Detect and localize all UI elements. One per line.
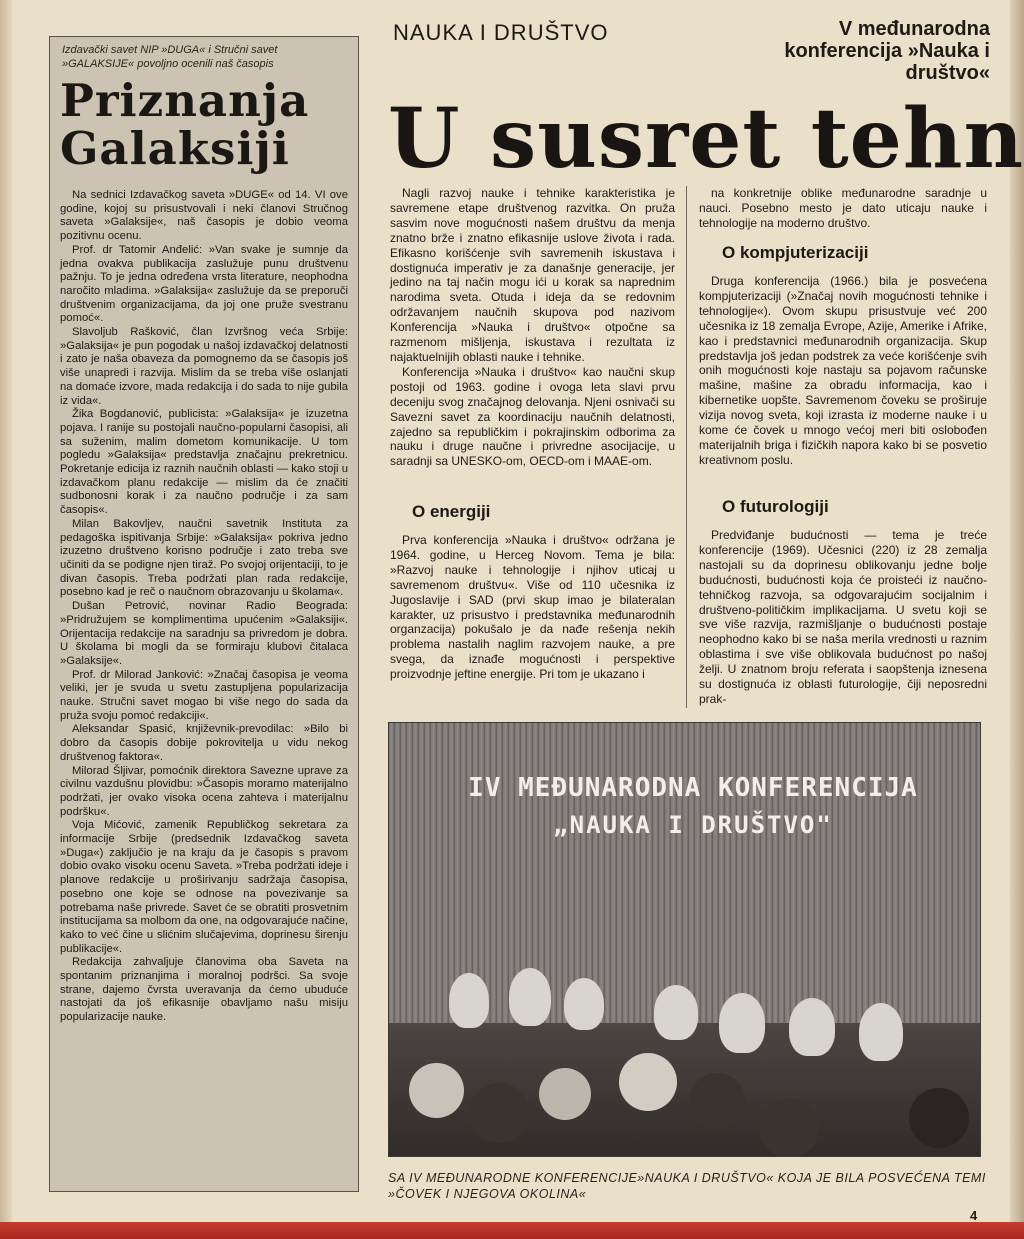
section-label: NAUKA I DRUŠTVO (393, 20, 609, 45)
article-paragraph: Prva konferencija »Nauka i društvo« održana je 1964. godine, u Herceg Novom. Tema je bila: »Razvoj nauke i tehnologije i njihov uticaj u savremenom društvu«. Više od 110 učesnika iz Jugoslavije i SAD (prvi skup imao je bilateralan karakter, uz prisustvo i predstavnika međunarodnih organzacija) pokušalo je da nađe rešenja nekih problema nastalih naglim razvojem nauke, a pre svega, da iznađe mogućnosti i perspektive proizvodnje jeftine energije. Pri tom je ukazano i (390, 533, 675, 682)
photo-person (564, 978, 604, 1030)
sidebar-body (60, 189, 348, 1025)
subheading-energy: O energiji (412, 502, 491, 521)
photo-person (859, 1003, 903, 1061)
photo-person (449, 973, 489, 1028)
article-column-1b (390, 533, 675, 682)
subheading-futurology: O futurologiji (722, 497, 829, 516)
conference-photo (388, 722, 981, 1157)
photo-audience-head (409, 1063, 464, 1118)
photo-banner-line-2: „NAUKA I DRUŠTVO" (553, 811, 833, 839)
photo-audience-head (759, 1098, 819, 1157)
sidebar-paragraph: Aleksandar Spasić, književnik-prevodilac: »Bilo bi dobro da časopis dobije pokroviteljа u vidu nekog društvenog faktora«. (60, 723, 348, 763)
photo-person (654, 985, 698, 1040)
page-number: 4 (970, 1208, 978, 1223)
sidebar-paragraph: Na sednici Izdavačkog saveta »DUGE« od 14. VI ove godine, kojoj su prisustvovali i neki članovi Stručnog saveta »Galaksije«, naš časopis je dobio veoma pozitivnu ocenu. (60, 189, 348, 243)
article-paragraph: Druga konferencija (1966.) bila je posvećena kompjuterizaciji (»Značaj novih mogućnosti tehnike i tehnologije«). Ovom skupu prisustvuje već 200 učesnika iz 18 zemalja Evrope, Azije, Amerike i Afrike, kao i predstavnici međunarodnih organizacija. Skup predstavlja još jedan podstrek za veće korišćenje svih onih mogućnosti koje nastaju sa pojavom računske mašine, mašine za obradu informacija, kao i kibernetike uopšte. Savremenom čoveku se proširuje vizija novog sveta, koji izrasta iz moderne nauke i u kome će čovek u mnogo većoj meri biti oslobođen materijalnih briga i fizičkih napora kako bi se posvetio kreativnom poslu. (699, 274, 987, 467)
article-column-2b (699, 274, 987, 468)
sidebar-paragraph: Redakcija zahvaljuje članovima oba Saveta na spontanim priznanjima i moralnoj podršci. Sa svoje strane, dajemo čvrsta uveravanja da ćemo ubuduće nastojati da još efikasnije obavljamo našu misiju popularizacije nauke. (60, 956, 348, 1024)
photo-audience-head (469, 1083, 529, 1143)
sidebar-paragraph: Slavoljub Rašković, član Izvršnog veća Srbije: »Galaksija« je pun pogodak u našoj izdavačkoj delatnosti i zato je naša obaveza da pomognemo da se časopis još više unapredi i razvija. Mislim da se treba više oslanjati na domaće izvore, mada redakcija i do sada to nije gubila iz vida«. (60, 326, 348, 407)
article-paragraph: Predviđanje budućnosti — tema je treće konferencije (1969). Učesnici (220) iz 28 zemalja nastojali su da doprinesu oblikovanju jedne bolje budućnosti, budućnosti koja će proisteći iz naučno-tehničkog razvoja, sa odgovarajućim socijalnim i društveno-političkim implikacijama. U svetu koji se sve više razvija, razmišljanje o budućnosti postaje neophodno kako bi se naša merila vrednosti u raznim oblastima i sve više oblikovala budućnost po našoj želji. U znatnom broju referata i saopštenja iznesena su dostignuća iz oblasti futurologije, čiji neposredni prak- (699, 528, 987, 706)
article-paragraph: na konkretnije oblike međunarodne saradnje u nauci. Posebno mesto je dato uticaju nauke i tehnologije na moderno društvo. (699, 186, 987, 230)
sidebar-paragraph: Milan Bakovljev, naučni savetnik Instituta za pedagoška ispitivanja Srbije: »Galaksija« pokriva jedno izuzetno društveno korisno područje i zato treba sve učiniti da se podigne njen tiraž. Po svojoj orijentaciji, to je divan časopis. Treba podržati plan rada redakcije, posebno kad je reč o naučnom obrazovanju u školama«. (60, 517, 348, 599)
page-edge-right (1010, 0, 1024, 1239)
photo-caption: SA IV MEĐUNARODNE KONFERENCIJE»NAUKA I DRUŠTVO« KOJA JE BILA POSVEĆENA TEMI »ČOVEK I NJEGOVA OKOLINA« (388, 1171, 986, 1201)
sidebar-article-box (49, 36, 359, 1192)
column-rule (686, 186, 687, 708)
article-kicker: V međunarodna konferencija »Nauka i društvo« (784, 18, 990, 84)
article-column-1a (390, 186, 675, 469)
photo-audience-head (689, 1073, 745, 1129)
article-column-2c (699, 528, 987, 707)
article-column-2a (699, 186, 987, 231)
article-headline: U susret tehn (388, 98, 1024, 178)
photo-person (509, 968, 551, 1026)
photo-audience-head (539, 1068, 591, 1120)
sidebar-paragraph: Prof. dr Milorad Janković: »Značaj časopisa je veoma veliki, jer je svuda u svetu zastupljena popularizacija nauke. Stručni savet mogao bi više nego do sada da pruža svoju pomoć redakciji«. (60, 668, 348, 722)
sidebar-intro: Izdavački savet NIP »DUGA« i Stručni savet »GALAKSIJE« povoljno ocenili naš časopis (62, 44, 278, 70)
photo-person (789, 998, 835, 1056)
sidebar-paragraph: Prof. dr Tatomir Anđelić: »Van svake je sumnje da jedna ovakva publikacija zaslužuje punu društvenu pažnju. To je jedna određena vrsta literature, neophodna naročito mladima. »Galaksija« zaslužuje da se preporuči društvenim organizacijama, da joj one pruže svestranu pomoć«. (60, 243, 348, 325)
photo-banner-line-1: IV MEĐUNARODNA KONFERENCIJA (468, 773, 918, 803)
sidebar-paragraph: Žika Bogdanović, publicista: »Galaksija« je izuzetna pojava. I ranije su postojali naučno-popularni časopisi, ali sa suženim, malim dometom komunikacije. U tom pogledu »Galaksija« predstavlja značajnu prekretnicu. Pokretanje edicija iz raznih naučnih oblasti — kako stoji u izdavačkom planu redakcije — mislim da će značiti sudbonosni korak i za naučno područje i za sam časopis«. (60, 408, 348, 517)
sidebar-title: Priznanja Galaksiji (60, 74, 310, 175)
sidebar-paragraph: Voja Mićović, zamenik Republičkog sekretara za informacije Srbije (predsednik Izdavačkog saveta »Duga«) zaključio je na kraju da je časopis s pravom dobio ovako visoku ocenu Saveta. »Treba podržati ideje i planove redakcije u proširivanju sadržaja časopisa, posebno one koje se odnose na povezivanje sa potrebama naše privrede. Savet će se obratiti prosvetnim institucijama sa molbom da one, na odgovarajuće načine, kako to već čine u slićnim slučajevima, doprinesu širenju publikacije«. (60, 819, 348, 955)
page-edge-left (0, 0, 12, 1239)
article-paragraph: Konferencija »Nauka i društvo« kao naučni skup postoji od 1963. godine i ovoga leta slavi prvu deceniju svog značajnog delovanja. Njeni osnivači su Savezni savet za koordinaciju naučnih delatnosti, zajedno sa republičkim i pokrajinskim odborima za nauku i druge naučne i privredne asocijacije, u saradnji sa UNESKO-om, OECD-om i MAAE-om. (390, 364, 675, 469)
photo-audience-head (619, 1053, 677, 1111)
photo-banner (433, 773, 953, 839)
subheading-computerization: O kompjuterizaciji (722, 243, 869, 262)
article-paragraph: Nagli razvoj nauke i tehnike karakteristika je savremene etape društvenog razvitka. On pruža sasvim nove mogućnosti našem društvu da menja znatno brže i znatno efikasnije uslove života i rada. Efikasno korišćenje svih savremenih iskustava i dostignuća imperativ je za današnje generacije, jer jedino na taj način mogu ići u korak sa naprednim narodima sveta. Otuda i ideja da se redovnim održavanjem naučnih skupova pod nazivom Konferencija »Nauka i društvo« otpočne sa razmenom mišljenja, iskustava i rezultata iz najaktuelnijih oblasti nauke i tehnike. (390, 186, 675, 364)
photo-audience-head (909, 1088, 969, 1148)
sidebar-paragraph: Milorad Šljivar, pomoćnik direktora Savezne uprave za civilnu vazdušnu plovidbu: »Časopis moramo materijalno podržati, jer ovako visoka ocena zahteva i materijalnu podršku«. (60, 764, 348, 818)
photo-person (719, 993, 765, 1053)
sidebar-paragraph: Dušan Petrović, novinar Radio Beograda: »Pridružujem se komplimentima upućenim »Galaksiji«. Orijentacija redakcije na saradnju sa privredom je dobra. U školama bi mogli da se formiraju klubovi čitalaca »Galaksije«. (60, 600, 348, 667)
cover-edge-bottom (0, 1222, 1024, 1239)
